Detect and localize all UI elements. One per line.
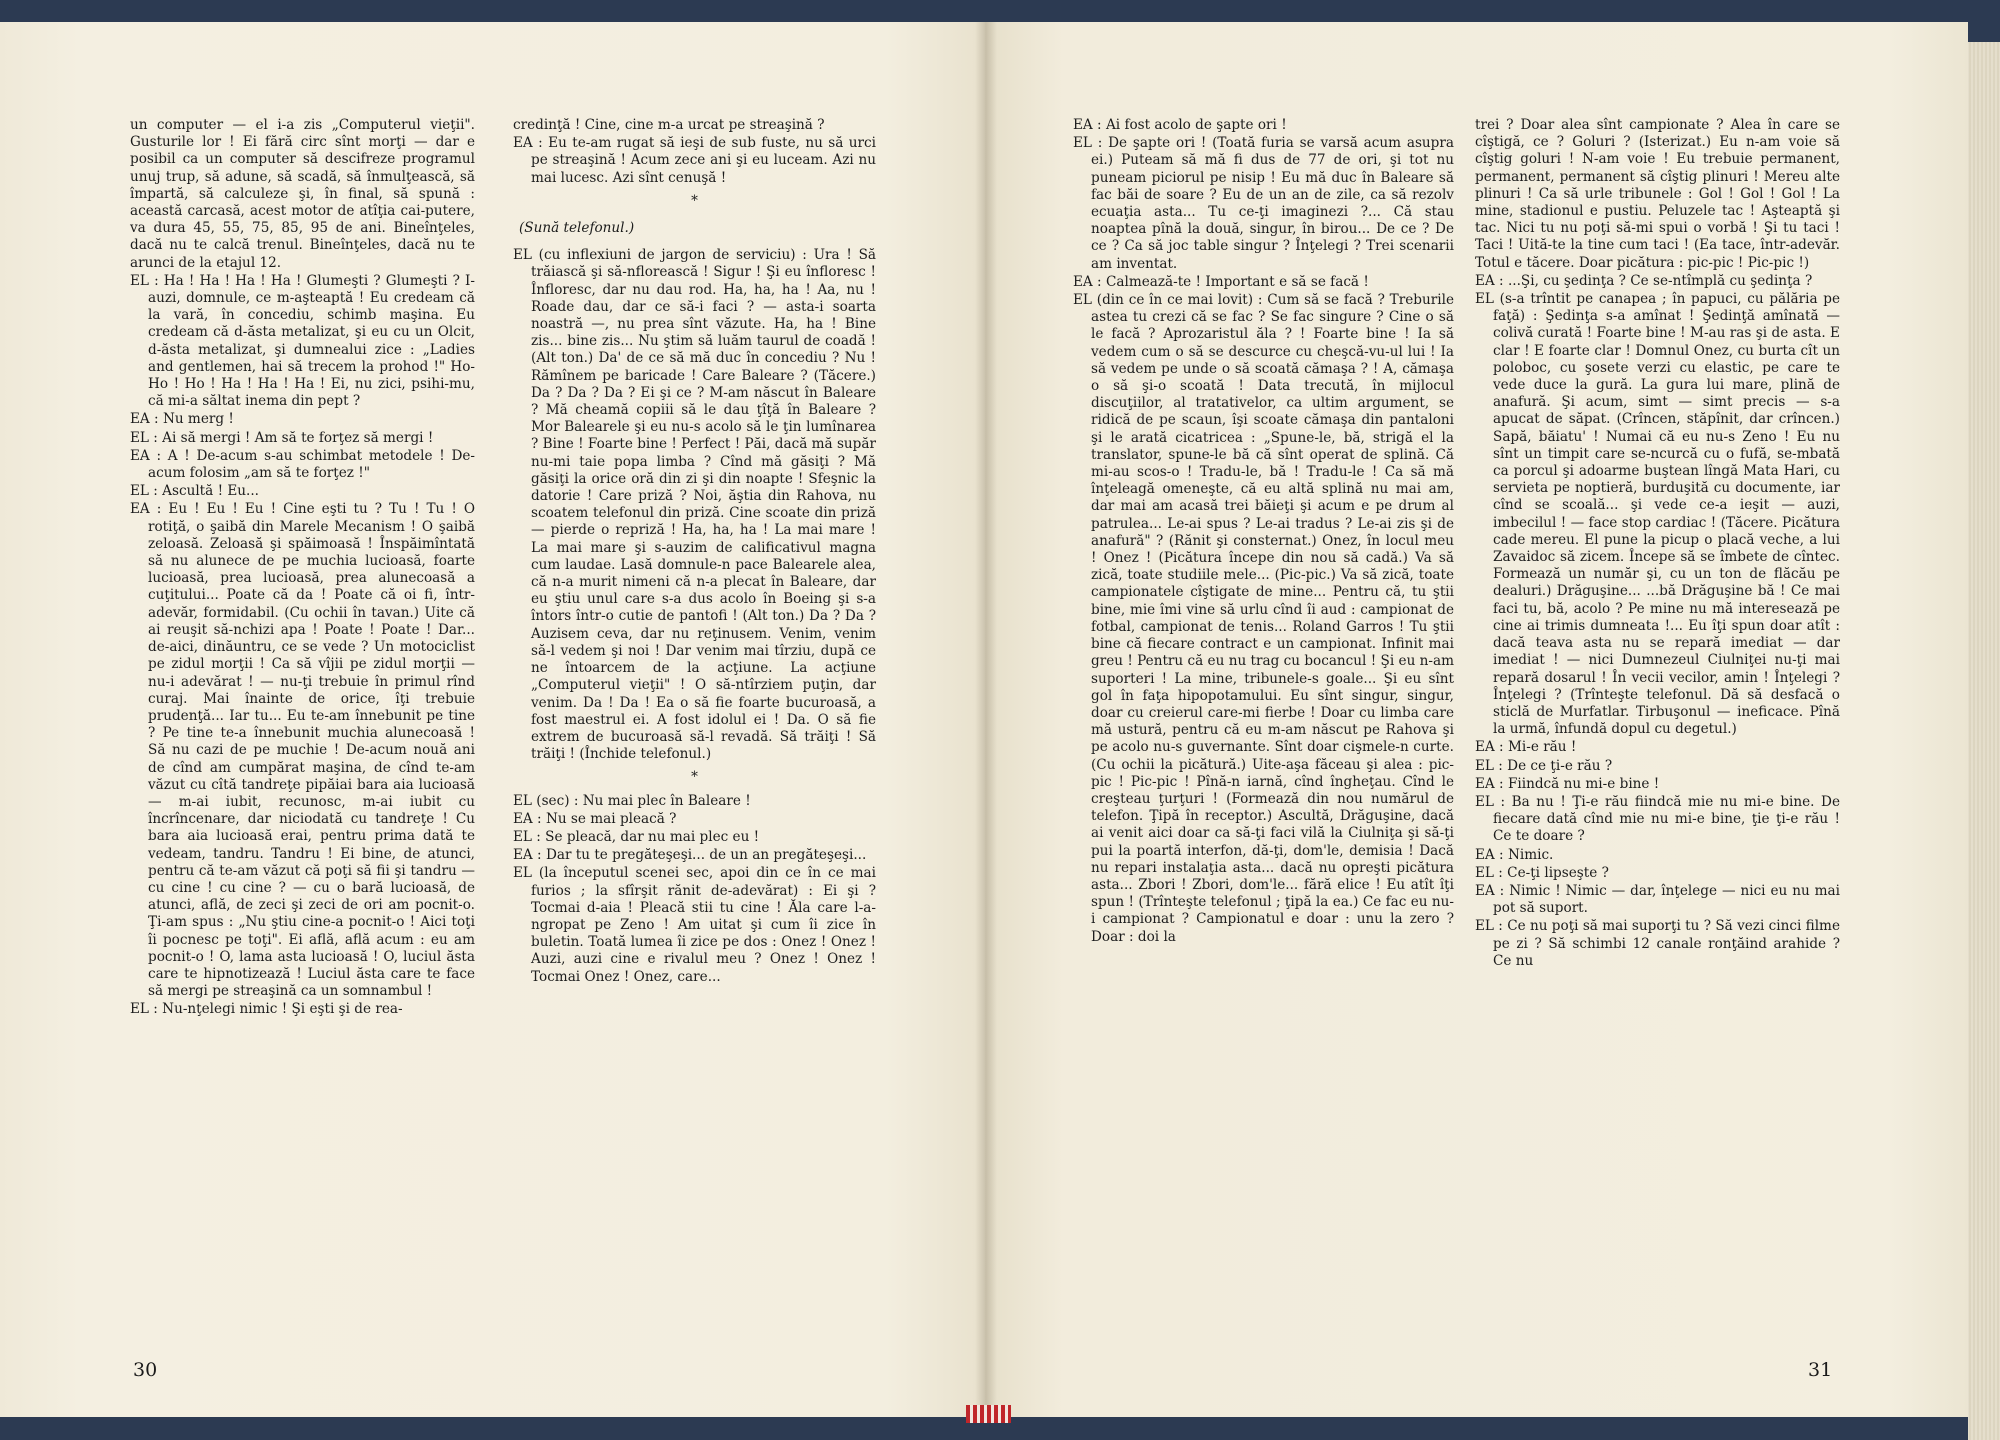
paragraph: un computer — el i-a zis „Computerul vieţii". Gusturile lor ! Ei fără circ sînt morţi — dar e posibil ca un computer să descifreze programul unuj trup, să adune, să scadă, să înmulţească, să împartă, să calculeze şi, în final, să spună : această carcasă, acest motor de atîţia cai-putere, va dura 45, 55, 75, 85, 95 de ani. Bineînţeles, dacă nu te calcă trenul. Bineînţeles, dacă nu te arunci de la etajul 12. xyxy=(130,117,475,271)
paragraph: EL (sec) : Nu mai plec în Baleare ! xyxy=(513,792,751,809)
paragraph: EL : Nu-nţelegi nimic ! Şi eşti şi de rea- xyxy=(130,1001,403,1018)
paragraph: EA : Calmează-te ! Important e să se facă ! xyxy=(1073,273,1369,290)
paragraph: EA : Ai fost acolo de şapte ori ! xyxy=(1073,117,1287,133)
left-page xyxy=(0,22,985,1417)
paragraph: EL : Ai să mergi ! Am să te forţez să mergi ! xyxy=(130,429,434,446)
column-3 xyxy=(1073,117,1454,947)
book-gutter xyxy=(975,22,997,1417)
paragraph: EA : Nu se mai pleacă ? xyxy=(513,810,677,827)
paragraph: credinţă ! Cine, cine m-a urcat pe streaşină ? xyxy=(513,117,825,133)
paragraph: EA : ...Şi, cu şedinţa ? Ce se-ntîmplă cu şedinţa ? xyxy=(1475,272,1813,289)
paragraph: trei ? Doar alea sînt campionate ? Alea în care se cîştigă, ce ? Goluri ? (Isterizat.) Eu n-am voie să cîştig goluri ! N-am voie ! Eu trebuie permanent, permanent, permanent să cîştig plinuri ! Mereu alte plinuri ! Ca să urle tribunele : Gol ! Gol ! Gol ! La mine, stadionul e pustiu. Peluzele tac ! Aşteaptă şi tac. Nici tu nu poţi să-mi spui o vorbă ! Şi tu taci ! Taci ! Uită-te la tine cum taci ! (Ea tace, într-adevăr. Totul e tăcere. Doar picătura : pic-pic ! Pic-pic !) xyxy=(1475,117,1840,271)
page-edge xyxy=(1968,42,2000,1440)
column-1 xyxy=(130,117,475,1020)
column-4 xyxy=(1475,117,1840,971)
page-number-right: 31 xyxy=(1808,1359,1833,1381)
section-separator: * xyxy=(691,192,698,209)
paragraph: EL : De şapte ori ! (Toată furia se varsă acum asupra ei.) Puteam să mă fi dus de 77 de ori, şi tot nu puneam piciorul pe nisip ! Eu mă duc în Baleare să fac băi de soare ? Eu de un an de zile, ca să rezolv ecuaţia asta... Tu ce-ţi imaginezi ?... Că stau noaptea pînă la două, singur, în birou... De ce ? De ce ? Ca să joc table singur ? Înţelegi ? Trei scenarii am inventat. xyxy=(1073,135,1454,272)
page-number-left: 30 xyxy=(133,1359,158,1381)
paragraph: EL : Ascultă ! Eu... xyxy=(130,483,259,500)
paragraph: EL (din ce în ce mai lovit) : Cum să se facă ? Treburile astea tu crezi că se fac ? Se fac singure ? Cine o să le facă ? Aprozaristul ăla ? ! Foarte bine ! Ia să vedem cum o să se descurce cu cheşcă-vu-ul lui ! Ia să vedem pe unde o să scoată cămaşa ? ! A, cămaşa o să şi-o scoată ! Data trecută, în mijlocul discuţiilor, al tratativelor, ca ultim argument, se ridică de pe scaun, îşi scoate cămaşa din pantaloni şi le arată cicatricea : „Spune-le, bă, strigă el la translator, spune-le bă că sînt operat de splină. Că mi-au scos-o ! Tradu-le, bă ! Tradu-le ! Ca să mă înţeleagă omeneşte, că eu altă splină nu mai am, dar mai am acasă trei băieţi şi acum e pe drum al patrulea... Le-ai spus ? Le-ai tradus ? Le-ai zis şi de anafură" ? (Rănit şi consternat.) Onez, în locul meu ! Onez ! (Picătura începe din nou să cadă.) Va să zică, toate studiile mele... (Pic-pic.) Va să zică, toate campionatele cîştigate de mine... Pentru că, tu ştii bine, mie îmi vine să urlu cînd îi aud : campionat de fotbal, campionat de tenis... Roland Garros ! Tu ştii bine că fiecare contract e un campionat. Infinit mai greu ! Pentru că eu nu trag cu bocancul ! Şi eu n-am suporteri ! La mine, tribunele-s goale... Şi eu sînt gol în faţa hipopotamului. Eu sînt singur, singur, doar cu creierul care-mi fierbe ! Doar cu limba care mă ustură, pentru că eu m-am născut pe Rahova şi pe acolo nu-s guvernante. Sînt doar cişmele-n curte. (Cu ochii la picătură.) Uite-aşa făceau şi alea : pic-pic ! Pic-pic ! Pînă-n iarnă, cînd îngheţau. Cînd le creşteau ţurţuri ! (Formează din nou numărul de telefon. Ţipă în receptor.) Ascultă, Drăguşine, dacă ai venit aici doar ca să-ţi faci vilă la Ciulniţa şi să-ţi pui la poartă interfon, dă-ţi, dom'le, demisia ! Dacă nu repari instalaţia asta... dacă nu opreşti picătura asta... Zbori ! Zbori, dom'le... fără elice ! Eu atît îţi spun ! (Trînteşte telefonul ; ţipă la ea.) Ce fac eu nu-i campionat ? Campionatul e doar : unu la zero ? Doar : doi la xyxy=(1073,292,1454,945)
paragraph: EL (la începutul scenei sec, apoi din ce în ce mai furios ; la sfîrşit rănit de-adevărat) : Ei şi ? Tocmai d-aia ! Pleacă stii tu cine ! Ăla care l-a-ngropat pe Zeno ! Am uitat şi cum îi zice în buletin. Toată lumea îi zice pe dos : Onez ! Onez ! Auzi, auzi cine e rivalul meu ? Onez ! Onez ! Tocmai Onez ! Onez, care... xyxy=(513,865,876,985)
paragraph: EA : Nimic ! Nimic — dar, înţelege — nici eu nu mai pot să suport. xyxy=(1475,882,1840,917)
paragraph: EL : Ha ! Ha ! Ha ! Ha ! Glumeşti ? Glumeşti ? I-auzi, domnule, ce m-aşteaptă ! Eu credeam că la vară, în concediu, schimb maşina. Eu credeam că d-ăsta metalizat, şi eu cu un Olcit, d-ăsta metalizat, şi dumnealui zice : „Ladies and gentlemen, hai să trecem la prohod !" Ho-Ho ! Ho ! Ha ! Ha ! Ha ! Ei, nu zici, psihi-mu, că mi-a săltat inema din pept ? xyxy=(130,272,475,410)
stage-direction: (Sună telefonul.) xyxy=(519,220,635,237)
paragraph: EA : Nu merg ! xyxy=(130,411,234,428)
paragraph: EL : De ce ţi-e rău ? xyxy=(1475,757,1613,774)
paragraph: EL (cu inflexiuni de jargon de serviciu) : Ura ! Să trăiască şi să-nflorească ! Sigur ! Şi eu înfloresc ! Înfloresc, dar nu dau rod. Ha, ha, ha ! Aa, nu ! Roade dau, dar ce să-i faci ? — asta-i soarta noastră —, nu prea sînt văzute. Ha, ha ! Bine zis... bine zis... Nu ştim să luăm taurul de coadă ! (Alt ton.) Da' de ce să mă duc în concediu ? Nu ! Rămînem pe baricade ! Care Baleare ? (Tăcere.) Da ? Da ? Da ? Ei şi ce ? M-am născut în Baleare ? Mă cheamă copiii să le dau ţîţă în Baleare ? Mor Balearele şi eu nu-s acolo să le ţin lumînarea ? Bine ! Foarte bine ! Perfect ! Păi, dacă mă supăr nu-mi taie popa limba ? Cînd mă găsiţi ? Mă găsiţi la orice oră din zi şi din noapte ! Sfeşnic la datorie ! Care priză ? Noi, ăştia din Rahova, nu scoatem telefonul din priză. Cine scoate din priză — pierde o repriză ! Ha, ha, ha ! La mai mare ! La mai mare şi s-auzim de calificativul magna cum laudae. Lasă domnule-n pace Balearele alea, că n-a murit nimeni că n-a plecat în Baleare, dar eu ştiu unul care s-a dus acolo în Boeing şi s-a întors într-o cutie de pantofi ! (Alt ton.) Da ? Da ? Auzisem ceva, dar nu reţinusem. Venim, venim să-l vedem şi noi ! Dar venim mai tîrziu, după ce ne întoarcem de la acţiune. La acţiune „Computerul vieţii" ! O să-ntîrziem puţin, dar venim. Da ! Da ! Ea o să fie foarte bucuroasă, a fost maestrul ei. A fost idolul ei ! Da. O să fie extrem de bucuroasă să-l revadă. Să trăiţi ! Să trăiţi ! (Închide telefonul.) xyxy=(513,247,876,763)
paragraph: EL : Ce-ţi lipseşte ? xyxy=(1475,864,1609,881)
book-spread xyxy=(0,22,1968,1417)
column-2 xyxy=(513,117,876,987)
bookmark-ribbon xyxy=(966,1405,1011,1423)
paragraph: EA : Eu te-am rugat să ieşi de sub fuste, nu să urci pe streaşină ! Acum zece ani şi eu luceam. Azi nu mai lucesc. Azi sînt cenuşă ! xyxy=(513,135,876,186)
paragraph: EL : Se pleacă, dar nu mai plec eu ! xyxy=(513,828,760,845)
paragraph: EA : Fiindcă nu mi-e bine ! xyxy=(1475,775,1660,792)
paragraph: EA : A ! De-acum s-au schimbat metodele ! De-acum folosim „am să te forţez !" xyxy=(130,447,475,482)
paragraph: EA : Eu ! Eu ! Eu ! Cine eşti tu ? Tu ! Tu ! O rotiţă, o şaibă din Marele Mecanism ! O şaibă zeloasă. Zeloasă şi spăimoasă ! Înspăimîntată să nu alunece de pe muchia lucioasă, foarte lucioasă, prea lucioasă, prea alunecoasă a cuţitului... Poate că da ! Poate că oi fi, într-adevăr, formidabil. (Cu ochii în tavan.) Uite că ai reuşit să-nchizi apa ! Poate ! Poate ! Dar... de-aici, dinăuntru, ce se vede ? Un motociclist pe zidul morţii ! Ca să vîjii pe zidul morţii — nu-i adevărat ! — nu-ţi trebuie în primul rînd curaj. Mai înainte de orice, îţi trebuie prudenţă... Iar tu... Eu te-am înnebunit pe tine ? Pe tine te-a înnebunit muchia alunecoasă ! Să nu cazi de pe muchie ! De-acum nouă ani de cînd am cumpărat maşina, de cînd te-am văzut cu cîtă tandreţe pipăiai bara aia lucioasă — m-ai iubit, recunosc, m-ai iubit cu încrîncenare, dar niciodată cu tandreţe ! Cu bara aia lucioasă erai, pentru prima dată te vedeam, tandru. Tandru ! Ei bine, de atunci, pentru că te-am văzut că poţi să fii şi tandru — cu cine ! cu cine ? — cu o bară lucioasă, de atunci, află, de zeci şi zeci de ori am pocnit-o. Ţi-am spus : „Nu ştiu cine-a pocnit-o ! Aici toţi îi pocnesc pe toţi". Ei află, află acum : eu am pocnit-o ! O, lama asta lucioasă ! O, luciul ăsta care te hipnotizează ! Luciul ăsta care te face să mergi pe streaşină ca un somnambul ! xyxy=(130,501,475,1000)
paragraph: EA : Nimic. xyxy=(1475,846,1554,863)
section-separator: * xyxy=(691,769,698,786)
paragraph: EL : Ce nu poţi să mai suporţi tu ? Să vezi cinci filme pe zi ? Să schimbi 12 canale ronţăind arahide ? Ce nu xyxy=(1475,918,1840,969)
paragraph: EA : Mi-e rău ! xyxy=(1475,739,1577,756)
paragraph: EL (s-a trîntit pe canapea ; în papuci, cu pălăria pe faţă) : Şedinţa s-a amînat ! Şedinţă amînată — colivă curată ! Foarte bine ! M-au ras şi de asta. E clar ! E foarte clar ! Domnul Onez, cu burta cît un poloboc, cu şosete verzi cu elastic, pe care te vede duce la gură. La gura lui mare, plină de anafură. Şi acum, simt — simt precis — s-a apucat de săpat. (Crîncen, stăpînit, dar crîncen.) Sapă, băiatu' ! Numai că eu nu-s Zeno ! Eu nu sînt un timpit care se-ncurcă cu o fufă, se-mbată ca porcul şi adoarme buştean lîngă Mata Hari, cu servieta pe noptieră, burduşită cu documente, iar cînd se scoală... şi vede ce-a ieşit — auzi, imbecilul ! — face stop cardiac ! (Tăcere. Picătura cade mereu. El pune la picup o placă veche, a lui Zavaidoc să zicem. Începe să se îmbete de cîntec. Formează un număr şi, cu un ton de flăcău pe dealuri.) Drăguşine... ...bă Drăguşine bă ! Ce mai faci tu, bă, acolo ? Pe mine nu mă interesează pe cine ai trimis dumneata !... Eu îţi spun doar atît : dacă teava asta nu se repară imediat — dar imediat ! — nici Dumnezeul Ciulniţei nu-ţi mai repară dosarul ! În vecii vecilor, amin ! Înţelegi ? Înţelegi ? (Trînteşte telefonul. Dă să desfacă o sticlă de Murfatlar. Tirbuşonul — ineficace. Pînă la urmă, înfundă dopul cu degetul.) xyxy=(1475,291,1840,738)
paragraph: EL : Ba nu ! Ţi-e rău fiindcă mie nu mi-e bine. De fiecare dată cînd mie nu mi-e bine, ţie ţi-e rău ! Ce te doare ? xyxy=(1475,793,1840,845)
paragraph: EA : Dar tu te pregăteşeşi... de un an pregăteşeşi... xyxy=(513,847,867,864)
